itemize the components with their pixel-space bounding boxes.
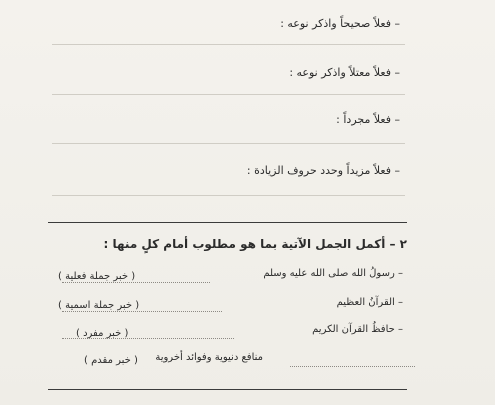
- sentence-item: منافع دنيوية وفوائد أخروية: [155, 352, 263, 363]
- answer-line[interactable]: [52, 94, 405, 95]
- hint-label: ( خبر مقدم ): [84, 355, 138, 366]
- hint-label: ( خبر مفرد ): [76, 328, 129, 339]
- question-weak-verb: – فعلاً معتلاً واذكر نوعه :: [289, 66, 400, 79]
- section-title: ٢ – أكمل الجمل الآتية بما هو مطلوب أمام كلٍ منها :: [103, 237, 407, 251]
- question-augmented-verb: – فعلاً مزيداً وحدد حروف الزيادة :: [246, 164, 400, 177]
- bottom-divider: [48, 389, 407, 390]
- hint-label: ( خبر جملة اسمية ): [58, 300, 140, 311]
- answer-line[interactable]: [52, 195, 405, 196]
- answer-line[interactable]: [52, 143, 405, 144]
- hint-label: ( خبر جملة فعلية ): [58, 271, 136, 282]
- question-correct-verb: – فعلاً صحيحاً واذكر نوعه :: [280, 17, 400, 30]
- section-divider: [48, 222, 407, 223]
- sentence-item: – رسولُ الله صلى الله عليه وسلم: [263, 268, 403, 279]
- sentence-item: – القرآنُ العظيم: [336, 297, 403, 308]
- sentence-item: – حافظُ القرآن الكريم: [312, 324, 403, 335]
- answer-line[interactable]: [290, 366, 415, 367]
- question-bare-verb: – فعلاً مجرداً :: [336, 113, 400, 126]
- answer-line[interactable]: [52, 44, 405, 45]
